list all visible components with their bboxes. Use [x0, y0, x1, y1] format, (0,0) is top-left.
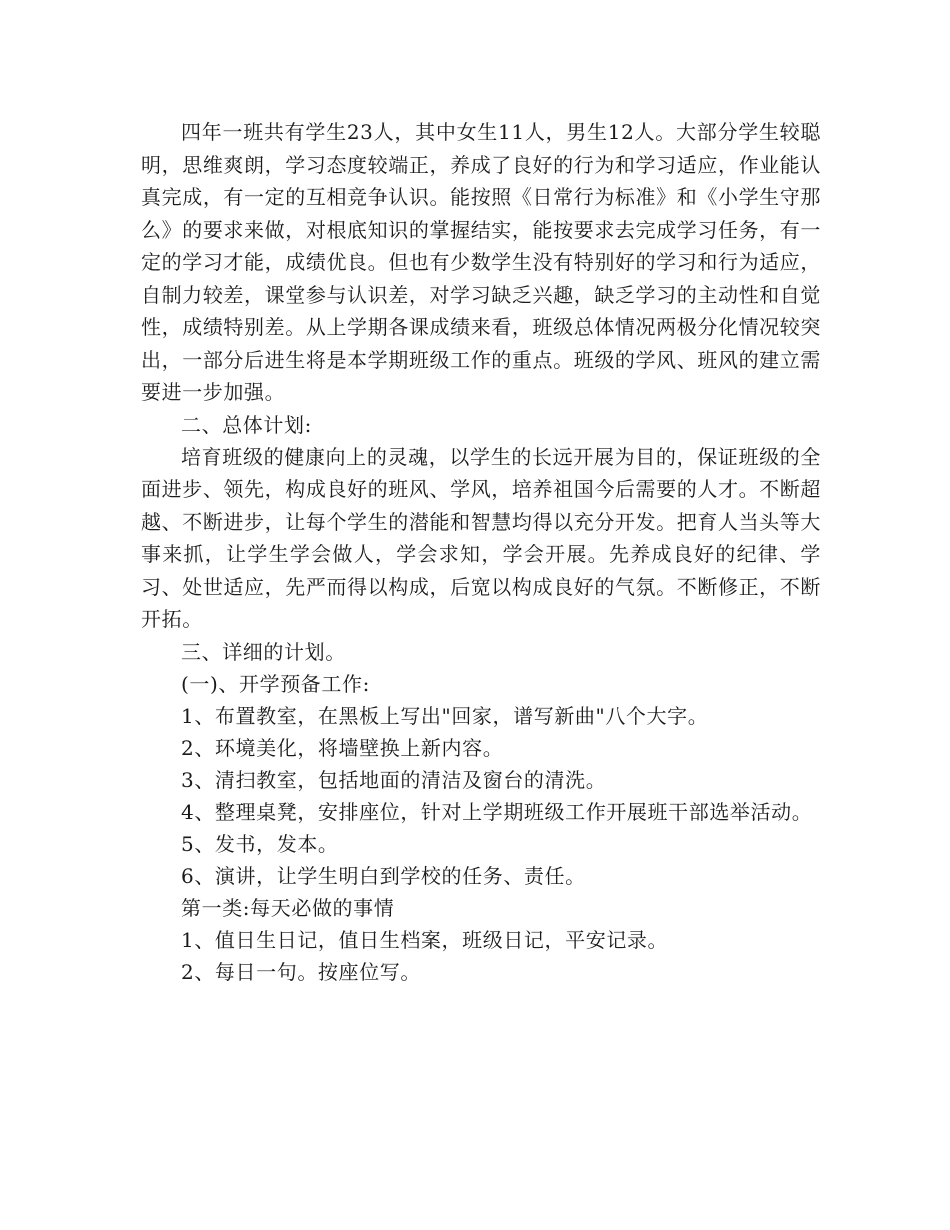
class-situation-paragraph: 四年一班共有学生23人，其中女生11人，男生12人。大部分学生较聪明，思维爽朗，学习态度较端正，养成了良好的行为和学习适应，作业能认真完成，有一定的互相竞争认识。能按照《日常行为标准》和《小学生守那么》的要求来做，对根底知识的掌握结实，能按要求去完成学习任务，有一定的学习才能，成绩优良。但也有少数学生没有特别好的学习和行为适应，自制力较差，课堂参与认识差，对学习缺乏兴趣，缺乏学习的主动性和自觉性，成绩特别差。从上学期各课成绩来看，班级总体情况两极分化情况较突出，一部分后进生将是本学期班级工作的重点。班级的学风、班风的建立需要进一步加强。 — [141, 120, 821, 404]
list-item-2: 2、环境美化，将墙壁换上新内容。 — [181, 735, 504, 760]
list-item-5: 5、发书，发本。 — [181, 831, 339, 856]
subsection-heading-preparation: (一)、开学预备工作: — [181, 671, 370, 696]
list-item-6: 6、演讲，让学生明白到学校的任务、责任。 — [181, 863, 586, 888]
list-item-3: 3、清扫教室，包括地面的清洁及窗台的清洗。 — [181, 767, 607, 792]
list-item-4: 4、整理桌凳，安排座位，针对上学期班级工作开展班干部选举活动。 — [181, 799, 813, 824]
document-page — [141, 116, 821, 988]
overall-plan-paragraph: 培育班级的健康向上的灵魂，以学生的长远开展为目的，保证班级的全面进步、领先，构成良好的班风、学风，培养祖国今后需要的人才。不断超越、不断进步，让每个学生的潜能和智慧均得以充分开发。把育人当头等大事来抓，让学生学会做人，学会求知，学会开展。先养成良好的纪律、学习、处世适应，先严而得以构成，后宽以构成良好的气氛。不断修正，不断开拓。 — [141, 444, 821, 631]
section-heading-detailed-plan: 三、详细的计划。 — [181, 639, 346, 664]
category-heading-daily: 第一类:每天必做的事情 — [181, 895, 395, 920]
section-heading-overall-plan: 二、总体计划: — [181, 412, 312, 437]
daily-item-1: 1、值日生日记，值日生档案，班级日记，平安记录。 — [181, 927, 669, 952]
daily-item-2: 2、每日一句。按座位写。 — [181, 959, 421, 984]
list-item-1: 1、布置教室，在黑板上写出"回家，谱写新曲"八个大字。 — [181, 703, 709, 728]
